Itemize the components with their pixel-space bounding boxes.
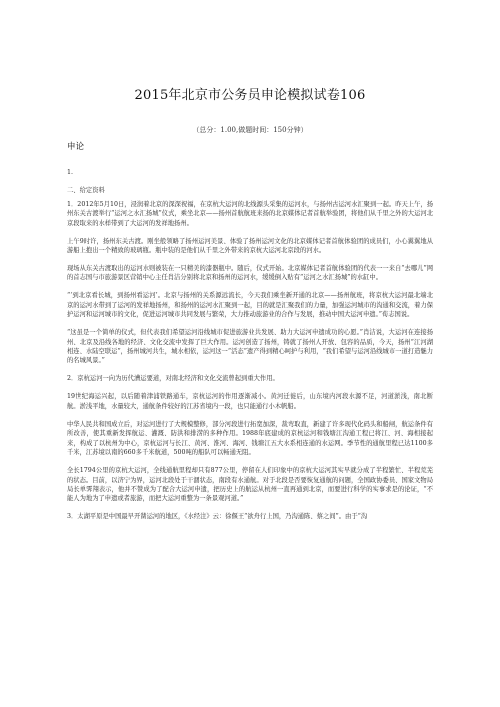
paragraph: 上午9时许，扬州东关古渡。刚坐般领略了扬州运河美景、体验了扬州运河文化的北京媒体记者首航体验团的成员们，小心翼翼地从游船上抱出一个精致的玻璃瓶。瓶中装的是他们从千里之外带来的京杭大运河北京段的河水。 [67, 237, 433, 255]
section-heading: 申论 [67, 142, 85, 152]
document-body [67, 168, 433, 530]
page-title: 2015年北京市公务员申论模拟试卷106 [134, 88, 366, 103]
paragraph: “‘到北京看长城，到扬州看运河’。北京与扬州的关系源远流长，今天我们乘坐新开通的北京——扬州航班，将京杭大运河最北端北京的运河水带到了运河的发祥地扬州，和扬州的运河水汇聚到一起，目的就是汇聚我们的力量，加强运河城市的沟通和交流，着力保护运河和运河城市的文化，促进运河城市共同发展与繁荣，大力推动旅游业的合作与发展，推动中国大运河申遗。”荀志国说。 [67, 292, 433, 319]
paragraph: “这虽是一个简单的仪式，但代表我们希望运河沿线城市促进旅游业共发展、助力大运河申遗成功的心愿。”肖洁说，大运河在连接扬州、北京及沿线各地的经济、文化交流中发挥了巨大作用。运河创造了扬州，铸就了扬州人开放、包容的品质，今天，扬州“江河湖相连、水陆空联运”，扬州城河共生，城水相依，运河这一“活态”遗产得到精心呵护与利用，“我们希望与运河沿线城市一道打造魅力的名城风景。” [67, 329, 433, 365]
exam-meta: （总分：1.00,做题时间：150分钟） [192, 126, 308, 134]
paragraph: 19世纪海运兴起，以后随着津浦铁路通车，京杭运河的作用逐渐减小。黄河迁徙后，山东境内河段水源不足，河道淤浅，南北断航。淤浅平地，水量较大，通航条件较好的江苏省境内一段，也只能通行小木帆船。 [67, 393, 433, 410]
question-number: 1. [67, 169, 74, 176]
paragraph: 2．京杭运河一向为历代漕运要道，对南北经济和文化交流曾起到重大作用。 [67, 375, 279, 383]
paragraph: 1．2012年5月10日，浸润着北京的深深祝福，在京杭大运河的北线源头采集的运河水，与扬州古运河水汇聚到一起。昨天上午，扬州东关古渡举行“运河之水汇扬城”仪式，乘坐北京——扬州首航航班来扬的北京媒体记者首航举验团，将他们从千里之外的大运河北京段取来的水样带到了大运河的发祥地扬州。 [67, 200, 433, 227]
paragraph: 中华人民共和国成立后，对运河进行了大规模整修，部分河段进行拓宽加深，裁弯取直，新建了许多现代化码头和船闸，航运条件有所改善，使其重新发挥航运、灌溉、防洪和排涝的多种作用。1988年底建成的京杭运河和钱塘江沟通工程已将江、河、海相接起来，构成了以杭州为中心，京杭运河与长江、黄河、淮河、海河、钱塘江五大水系相连通的水运网。季节性的通航里程已达1100多千米，江苏境以南的660多千米航道，500吨的船队可以畅通无阻。 [67, 420, 433, 457]
paragraph: 现场从东关古渡取出的运河水则被装在一只精美的漆器瓶中。随后，仪式开始。北京媒体记者首航体验团的代表一一来自“去哪儿”网的首志国与市旅游景区营销中心主任肖洁分别将北京和扬州的运河水，缓缓倒入贴有“运河之水汇扬城”的水缸中。 [67, 265, 433, 282]
paragraph: 3．太湖平原是中国最早开凿运河的地区，《水经注》云：徐偃王“欲舟行上国，乃沟通陈、蔡之间”。由于“沟 [67, 513, 368, 521]
paragraph: 全长1794公里的京杭大运河，全线通航里程却只有877公里，停留在人们印象中的京杭大运河其实早就分成了半程繁忙、半程荒芜的状态。目前，以济宁为界，运河北段处于干涸状态，南段有水通航。对于北段是否要恢复通航的问题，全国政协委员、国家文物局局长单霁翔表示，他并不赞成为了配合大运河申遗，把历史上的航运从杭州一直再通到北京，而要进行科学的实事求是的论证，“不能人为地为了申遗或者旅游，而把大运河重整为一条景观河道。” [67, 467, 433, 503]
given-material-heading: 二、给定资料 [67, 187, 105, 195]
